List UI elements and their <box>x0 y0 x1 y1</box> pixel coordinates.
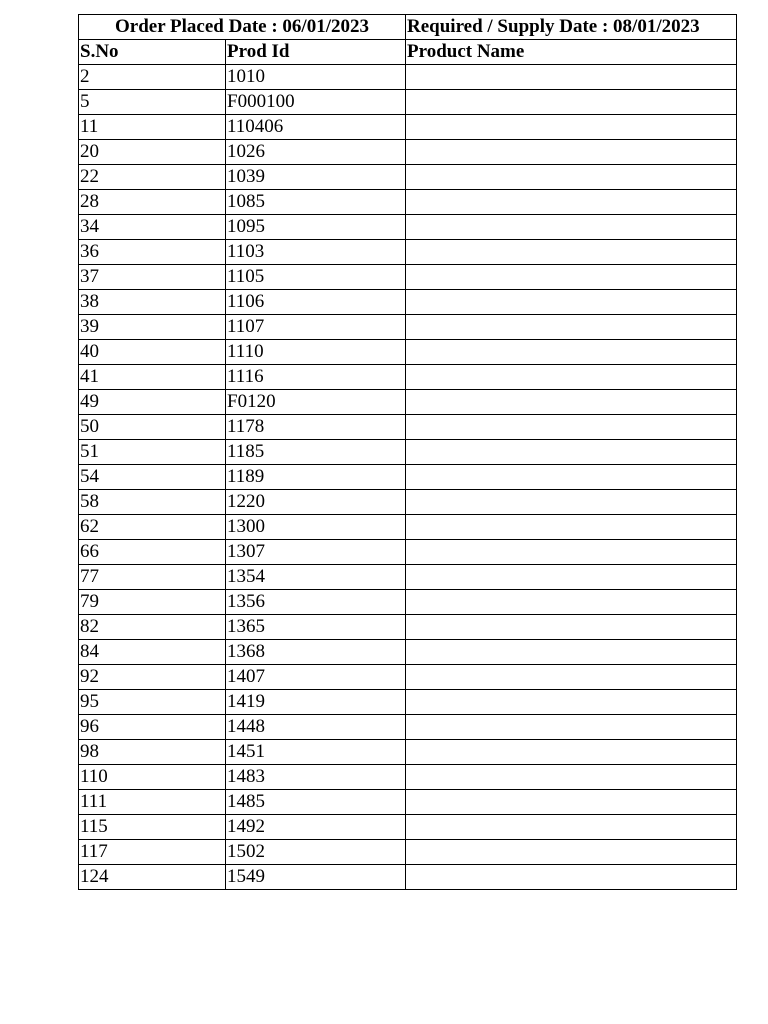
required-supply-date: Required / Supply Date : 08/01/2023 <box>406 15 737 40</box>
prod-id-cell[interactable]: F000100 <box>226 90 406 115</box>
product-name-cell[interactable] <box>406 540 737 565</box>
table-row <box>79 590 737 615</box>
product-name-cell[interactable] <box>406 490 737 515</box>
prod-id-cell[interactable]: 1407 <box>226 665 406 690</box>
prod-id-cell[interactable]: 1492 <box>226 815 406 840</box>
table-row <box>79 865 737 890</box>
sno-cell[interactable]: 38 <box>79 290 226 315</box>
product-name-cell[interactable] <box>406 765 737 790</box>
sno-cell[interactable]: 110 <box>79 765 226 790</box>
prod-id-cell[interactable]: 1419 <box>226 690 406 715</box>
product-name-cell[interactable] <box>406 390 737 415</box>
sno-cell[interactable]: 5 <box>79 90 226 115</box>
table-row <box>79 315 737 340</box>
prod-id-cell[interactable]: 1356 <box>226 590 406 615</box>
table-row <box>79 615 737 640</box>
prod-id-cell[interactable]: 1026 <box>226 140 406 165</box>
table-row <box>79 290 737 315</box>
product-name-cell[interactable] <box>406 165 737 190</box>
sno-cell[interactable]: 77 <box>79 565 226 590</box>
prod-id-cell[interactable]: 1110 <box>226 340 406 365</box>
product-name-cell[interactable] <box>406 440 737 465</box>
prod-id-cell[interactable]: 1483 <box>226 765 406 790</box>
sno-cell[interactable]: 95 <box>79 690 226 715</box>
prod-id-cell[interactable]: 110406 <box>226 115 406 140</box>
product-name-cell[interactable] <box>406 790 737 815</box>
sno-cell[interactable]: 115 <box>79 815 226 840</box>
prod-id-cell[interactable]: 1300 <box>226 515 406 540</box>
sno-cell[interactable]: 62 <box>79 515 226 540</box>
table-row <box>79 715 737 740</box>
product-name-cell[interactable] <box>406 90 737 115</box>
sno-cell[interactable]: 49 <box>79 390 226 415</box>
product-name-cell[interactable] <box>406 240 737 265</box>
prod-id-cell[interactable]: 1085 <box>226 190 406 215</box>
table-row <box>79 790 737 815</box>
title-row <box>79 15 737 40</box>
table-row <box>79 165 737 190</box>
sno-cell[interactable]: 124 <box>79 865 226 890</box>
product-name-cell[interactable] <box>406 340 737 365</box>
sno-cell[interactable]: 20 <box>79 140 226 165</box>
column-header-prod-id: Prod Id <box>226 40 406 65</box>
product-name-cell[interactable] <box>406 640 737 665</box>
table-row <box>79 690 737 715</box>
product-name-cell[interactable] <box>406 590 737 615</box>
sno-cell[interactable]: 34 <box>79 215 226 240</box>
order-sheet <box>78 14 736 890</box>
table-row <box>79 115 737 140</box>
sno-cell[interactable]: 36 <box>79 240 226 265</box>
prod-id-cell[interactable]: 1178 <box>226 415 406 440</box>
product-name-cell[interactable] <box>406 715 737 740</box>
product-name-cell[interactable] <box>406 840 737 865</box>
prod-id-cell[interactable]: 1095 <box>226 215 406 240</box>
prod-id-cell[interactable]: 1368 <box>226 640 406 665</box>
sno-cell[interactable]: 82 <box>79 615 226 640</box>
table-row <box>79 440 737 465</box>
table-row <box>79 265 737 290</box>
table-row <box>79 140 737 165</box>
sno-cell[interactable]: 37 <box>79 265 226 290</box>
product-name-cell[interactable] <box>406 865 737 890</box>
table-row <box>79 340 737 365</box>
prod-id-cell[interactable]: 1185 <box>226 440 406 465</box>
table-row <box>79 765 737 790</box>
sno-cell[interactable]: 41 <box>79 365 226 390</box>
sno-cell[interactable]: 28 <box>79 190 226 215</box>
column-header-sno: S.No <box>79 40 226 65</box>
product-name-cell[interactable] <box>406 515 737 540</box>
table-row <box>79 215 737 240</box>
table-row <box>79 740 737 765</box>
table-row <box>79 540 737 565</box>
sno-cell[interactable]: 22 <box>79 165 226 190</box>
prod-id-cell[interactable]: 1116 <box>226 365 406 390</box>
sno-cell[interactable]: 11 <box>79 115 226 140</box>
sno-cell[interactable]: 79 <box>79 590 226 615</box>
table-body <box>79 65 737 890</box>
prod-id-cell[interactable]: 1451 <box>226 740 406 765</box>
prod-id-cell[interactable]: 1448 <box>226 715 406 740</box>
product-name-cell[interactable] <box>406 65 737 90</box>
sno-cell[interactable]: 96 <box>79 715 226 740</box>
order-placed-date: Order Placed Date : 06/01/2023 <box>79 15 406 40</box>
table-row <box>79 90 737 115</box>
prod-id-cell[interactable]: F0120 <box>226 390 406 415</box>
sno-cell[interactable]: 66 <box>79 540 226 565</box>
product-name-cell[interactable] <box>406 115 737 140</box>
product-name-cell[interactable] <box>406 615 737 640</box>
prod-id-cell[interactable]: 1549 <box>226 865 406 890</box>
table-row <box>79 65 737 90</box>
table-row <box>79 515 737 540</box>
table-row <box>79 365 737 390</box>
product-name-cell[interactable] <box>406 290 737 315</box>
sno-cell[interactable]: 2 <box>79 65 226 90</box>
table-row <box>79 240 737 265</box>
product-name-cell[interactable] <box>406 140 737 165</box>
table-row <box>79 390 737 415</box>
table-row <box>79 415 737 440</box>
sno-cell[interactable]: 92 <box>79 665 226 690</box>
table-row <box>79 640 737 665</box>
product-name-cell[interactable] <box>406 740 737 765</box>
product-name-cell[interactable] <box>406 190 737 215</box>
sno-cell[interactable]: 39 <box>79 315 226 340</box>
product-name-cell[interactable] <box>406 465 737 490</box>
sno-cell[interactable]: 54 <box>79 465 226 490</box>
sno-cell[interactable]: 98 <box>79 740 226 765</box>
prod-id-cell[interactable]: 1103 <box>226 240 406 265</box>
prod-id-cell[interactable]: 1189 <box>226 465 406 490</box>
sno-cell[interactable]: 40 <box>79 340 226 365</box>
product-name-cell[interactable] <box>406 315 737 340</box>
prod-id-cell[interactable]: 1107 <box>226 315 406 340</box>
product-name-cell[interactable] <box>406 265 737 290</box>
prod-id-cell[interactable]: 1502 <box>226 840 406 865</box>
prod-id-cell[interactable]: 1039 <box>226 165 406 190</box>
prod-id-cell[interactable]: 1105 <box>226 265 406 290</box>
product-name-cell[interactable] <box>406 690 737 715</box>
column-header-product-name: Product Name <box>406 40 737 65</box>
sno-cell[interactable]: 117 <box>79 840 226 865</box>
table-row <box>79 840 737 865</box>
table-row <box>79 190 737 215</box>
table-row <box>79 465 737 490</box>
prod-id-cell[interactable]: 1365 <box>226 615 406 640</box>
prod-id-cell[interactable]: 1307 <box>226 540 406 565</box>
prod-id-cell[interactable]: 1106 <box>226 290 406 315</box>
column-header-row <box>79 40 737 65</box>
product-name-cell[interactable] <box>406 215 737 240</box>
order-table <box>78 14 737 890</box>
product-name-cell[interactable] <box>406 565 737 590</box>
table-row <box>79 565 737 590</box>
table-row <box>79 665 737 690</box>
prod-id-cell[interactable]: 1220 <box>226 490 406 515</box>
sno-cell[interactable]: 111 <box>79 790 226 815</box>
table-row <box>79 490 737 515</box>
product-name-cell[interactable] <box>406 415 737 440</box>
product-name-cell[interactable] <box>406 815 737 840</box>
prod-id-cell[interactable]: 1010 <box>226 65 406 90</box>
sno-cell[interactable]: 51 <box>79 440 226 465</box>
sno-cell[interactable]: 50 <box>79 415 226 440</box>
table-row <box>79 815 737 840</box>
prod-id-cell[interactable]: 1354 <box>226 565 406 590</box>
sno-cell[interactable]: 58 <box>79 490 226 515</box>
prod-id-cell[interactable]: 1485 <box>226 790 406 815</box>
product-name-cell[interactable] <box>406 665 737 690</box>
product-name-cell[interactable] <box>406 365 737 390</box>
sno-cell[interactable]: 84 <box>79 640 226 665</box>
